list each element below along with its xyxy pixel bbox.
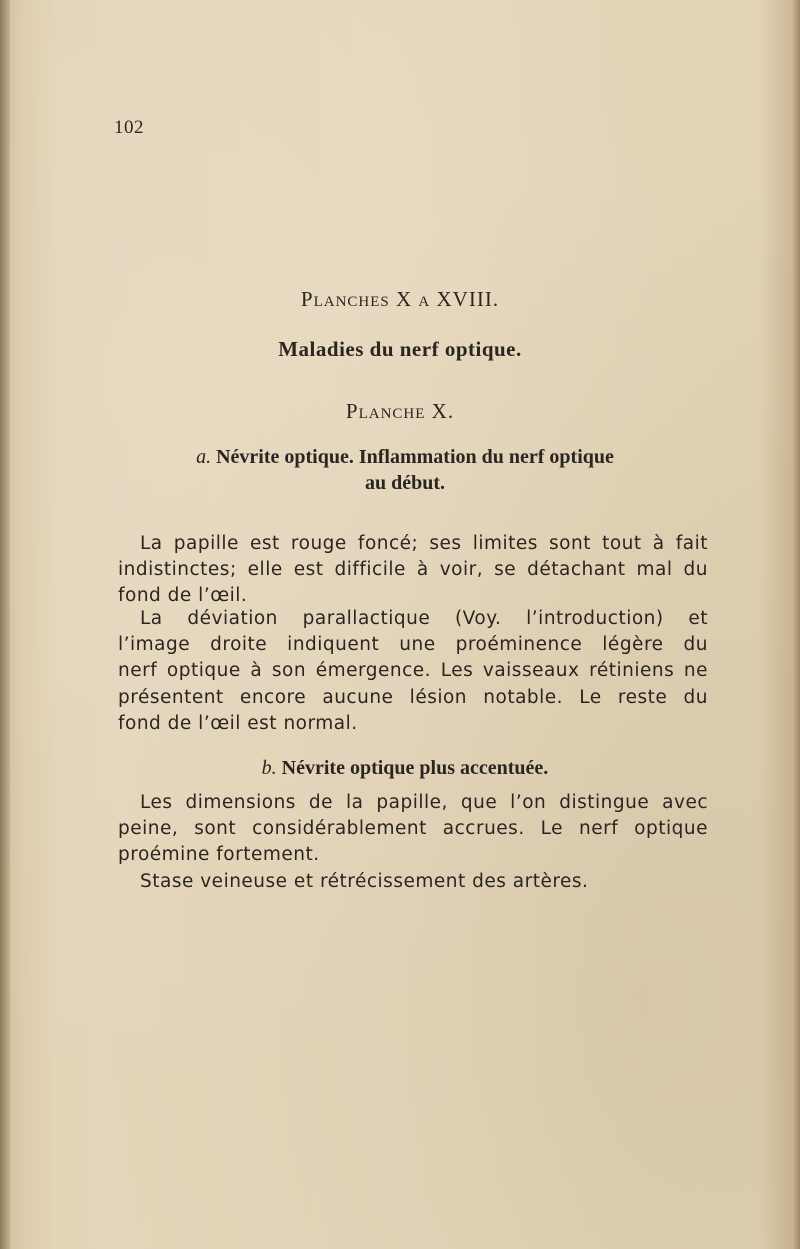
section-a-title-line2: au début. (364, 472, 446, 494)
paragraph-line: indistinctes; elle est difficile à voir, se détachant mal du (118, 559, 708, 581)
paragraph-line: l’image droite indiquent une proéminence légère du (118, 634, 708, 656)
page-number: 102 (114, 117, 144, 138)
paragraph-3 (118, 790, 708, 869)
section-a-heading (100, 444, 710, 496)
plate-title: Planche X. (345, 399, 455, 423)
page-right-edge (792, 0, 800, 1249)
paragraph-line: Les dimensions de la papille, que l’on distingue avec (140, 792, 708, 813)
paragraph-4 (118, 869, 708, 895)
paragraph-line: nerf optique à son émergence. Les vaisseaux rétiniens ne (118, 660, 708, 682)
paragraph-line: peine, sont considérablement accrues. Le nerf optique (118, 818, 708, 840)
paragraph-2 (118, 606, 708, 737)
section-b-title: Névrite optique plus accentuée. (281, 757, 549, 779)
plates-title: Planches X a XVIII. (300, 287, 500, 311)
section-b-letter: b. (261, 757, 277, 779)
page-left-edge (0, 0, 10, 1249)
paragraph-line: présentent encore aucune lésion notable. Le reste du (118, 686, 708, 708)
section-a-title-line1: Névrite optique. Inflammation du nerf optique (216, 446, 614, 468)
section-b-heading (100, 755, 710, 781)
paragraph-line: Stase veineuse et rétrécissement des artères. (140, 871, 589, 892)
paragraph-line: fond de l’œil est normal. (118, 712, 358, 734)
paragraph-line: La papille est rouge foncé; ses limites sont tout à fait (140, 533, 708, 554)
section-title: Maladies du nerf optique. (278, 337, 522, 361)
section-a-letter: a. (196, 446, 212, 468)
paragraph-line: fond de l’œil. (118, 585, 248, 607)
paragraph-line: La déviation parallactique (Voy. l’introduction) et (140, 608, 708, 629)
paragraph-line: proémine fortement. (118, 844, 320, 866)
paragraph-1 (118, 531, 708, 610)
